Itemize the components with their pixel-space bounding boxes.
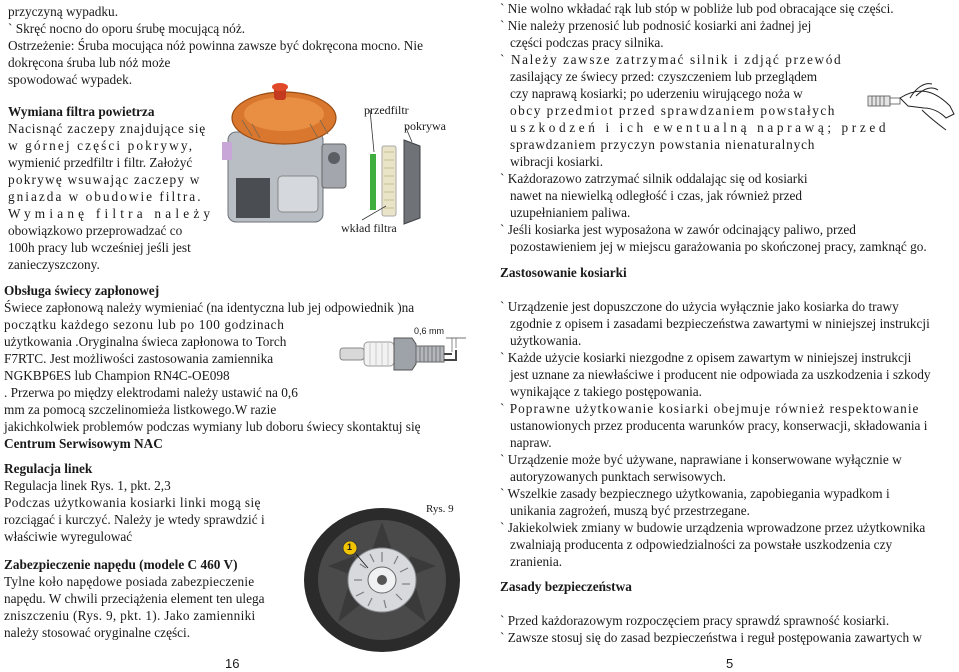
usage-heading: Zastosowanie kosiarki	[500, 265, 627, 280]
usage-line: użytkowania.	[510, 333, 582, 348]
air-filter-section	[8, 103, 223, 273]
cable-line: Podczas użytkowania kosiarki linki mogą się	[4, 495, 261, 510]
air-filter-line: zanieczyszczony.	[8, 257, 100, 272]
wheel-marker: 1	[347, 542, 353, 552]
left-intro	[8, 3, 468, 88]
spark-plug-line: mm za pomocą szczelinomieża listkowego.W razie	[4, 402, 277, 417]
safety-line: ` Nie należy przenosić lub podnosić kosiarki ani żadnej jej	[500, 18, 812, 33]
usage-line: zranienia.	[510, 554, 563, 569]
safety-rule-line: ` Zawsze stosuj się do zasad bezpieczeństwa i reguł postępowania zawartych w	[500, 630, 923, 645]
intro-line: spowodować wypadek.	[8, 72, 133, 87]
cable-line: Regulacja linek Rys. 1, pkt. 2,3	[4, 478, 171, 493]
usage-line: ` Urządzenie może być używane, naprawiane i konserwowane wyłącznie w	[500, 452, 902, 467]
air-filter-line: 100h pracy lub wcześniej jeśli jest	[8, 240, 191, 255]
intro-line: Ostrzeżenie: Śruba mocująca nóż powinna zawsze być dokręcona mocno. Nie	[8, 38, 423, 53]
intro-line: ` Skręć nocno do oporu śrubę mocującą nóż.	[8, 21, 246, 36]
spark-plug-line: NGKBP6ES lub Champion RN4C-OE098	[4, 368, 230, 383]
spark-plug-line: jakichkolwiek problemów podczas wymiany lub doboru świecy skontaktuj się	[4, 419, 421, 434]
safety-rule-line: ` Przed każdorazowym rozpoczęciem pracy sprawdź sprawność kosiarki.	[500, 613, 890, 628]
hand-spark-illustration	[866, 70, 956, 140]
safety-line: obcy przedmiot przed sprawdzaniem powstałych	[510, 103, 836, 118]
safety-line: czy naprawą kosiarki; po uderzeniu wirującego noża w	[510, 86, 803, 101]
usage-section	[500, 264, 958, 570]
spark-plug-line: F7RTC. Jest możliwości zastosowania zamiennika	[4, 351, 274, 366]
usage-line: unikania zagrożeń, muszą być przestrzegane.	[510, 503, 750, 518]
safety-line: części podczas pracy silnika.	[510, 35, 664, 50]
air-filter-line: w górnej części pokrywy,	[8, 138, 195, 153]
safety-rules-heading: Zasady bezpieczeństwa	[500, 579, 632, 594]
spark-plug-line: użytkowania .Oryginalna świeca zapłonowa to Torch	[4, 334, 287, 349]
drive-line: napędu. W chwili przeciążenia element ten ulega	[4, 591, 265, 606]
spark-plug-line: Świece zapłonową należy wymieniać (na identyczna lub jej odpowiednik )na	[4, 300, 415, 315]
drive-line: należy stosować oryginalne części.	[4, 625, 191, 640]
safety-line: zasilający ze świecy przed: czyszczeniem lub przeglądem	[510, 69, 818, 84]
drive-protection-section	[4, 556, 284, 641]
drive-line: zniszczeniu (Rys. 9, pkt. 1). Jako zamienniki	[4, 608, 256, 623]
spark-plug-line: początku każdego sezonu lub po 100 godzinach	[4, 317, 285, 332]
service-center-name: Centrum Serwisowym NAC	[4, 436, 163, 451]
safety-line: ` Należy zawsze zatrzymać silnik i zdjąć przewód	[500, 52, 843, 67]
usage-line: ` Każde użycie kosiarki niezgodne z opisem zawartym w niniejszej instrukcji	[500, 350, 912, 365]
air-filter-heading: Wymiana filtra powietrza	[8, 104, 155, 119]
usage-line: ` Wszelkie zasady bezpiecznego użytkowania, zapobiegania wypadkom i	[500, 486, 890, 501]
cable-line: rozciągać i kurczyć. Należy je wtedy sprawdzić i	[4, 512, 265, 527]
safety-line: pozostawieniem jej w miejscu garażowania po skończonej pracy, zamknąć go.	[510, 239, 927, 254]
filter-insert-label: wkład filtra	[341, 221, 397, 235]
drive-line: Tylne koło napędowe posiada zabezpieczenie	[4, 574, 255, 589]
cover-label: pokrywa	[404, 119, 446, 133]
usage-line: ` Urządzenie jest dopuszczone do użycia wyłącznie jako kosiarka do trawy	[500, 299, 899, 314]
spark-plug-heading: Obsługa świecy zapłonowej	[4, 283, 160, 298]
safety-line: sprawdzaniem przyczyn powstania nienaturalnych	[510, 137, 816, 152]
prefilter-label: przedfiltr	[364, 103, 409, 117]
safety-line: uszkodzeń i ich ewentualną naprawą; przed	[510, 120, 890, 135]
cable-section	[4, 460, 284, 545]
safety-line: uzupełnianiem paliwa.	[510, 205, 631, 220]
usage-line: ` Poprawne użytkowanie kosiarki obejmuje również respektowanie	[500, 401, 920, 416]
safety-line: ` Nie wolno wkładać rąk lub stóp w pobliże lub pod obracające się części.	[500, 1, 894, 16]
page-number-left: 16	[225, 656, 240, 671]
air-filter-line: Wymianę filtra należy	[8, 206, 215, 221]
usage-line: ustanowionych przez producenta warunków pracy, konserwacji, składowania i	[510, 418, 928, 433]
drive-protection-heading: Zabezpieczenie napędu (modele C 460 V)	[4, 557, 238, 572]
spark-plug-illustration	[338, 328, 470, 380]
usage-line: zwalniają producenta z odpowiedzialności za powstałe uszkodzenia czy	[510, 537, 893, 552]
gap-label: 0,6 mm	[414, 326, 445, 336]
cable-heading: Regulacja linek	[4, 461, 93, 476]
usage-line: jest uznane za niewłaściwe i producent nie odpowiada za uszkodzenia i szkody	[510, 367, 931, 382]
usage-line: autoryzowanych punktach serwisowych.	[510, 469, 727, 484]
safety-line: ` Jeśli kosiarka jest wyposażona w zawór odcinający paliwo, przed	[500, 222, 856, 237]
wheel-illustration	[286, 496, 468, 656]
safety-line: wibracji kosiarki.	[510, 154, 604, 169]
figure-label: Rys. 9	[426, 503, 454, 515]
usage-line: napraw.	[510, 435, 552, 450]
usage-line: ` Jakiekolwiek zmiany w budowie urządzenia wprowadzone przez użytkownika	[500, 520, 926, 535]
intro-line: przyczyną wypadku.	[8, 4, 119, 19]
air-filter-line: obowiązkowo przeprowadzać co	[8, 223, 183, 238]
air-filter-line: gniazda w obudowie filtra.	[8, 189, 203, 204]
safety-line: nawet na niewielką odległość i czas, jak również przed	[510, 188, 803, 203]
page-number-right: 5	[726, 656, 734, 671]
usage-line: zgodnie z opisem i zasadami bezpieczeństwa zawartymi w niniejszej instrukcji	[510, 316, 930, 331]
usage-line: wynikające z takiego postępowania.	[510, 384, 702, 399]
safety-rules-section	[500, 578, 958, 646]
cable-line: właściwie wyregulować	[4, 529, 133, 544]
intro-line: dokręcona śruba lub nóż może	[8, 55, 171, 70]
safety-line: ` Każdorazowo zatrzymać silnik oddalając się od kosiarki	[500, 171, 808, 186]
air-filter-line: wymienić przedfiltr i filtr. Założyć	[8, 155, 193, 170]
air-filter-line: Nacisnąć zaczepy znajdujące się	[8, 121, 206, 136]
air-filter-line: pokrywę wsuwając zaczepy w	[8, 172, 201, 187]
spark-plug-line: . Przerwa po między elektrodami należy ustawić na 0,6	[4, 385, 298, 400]
